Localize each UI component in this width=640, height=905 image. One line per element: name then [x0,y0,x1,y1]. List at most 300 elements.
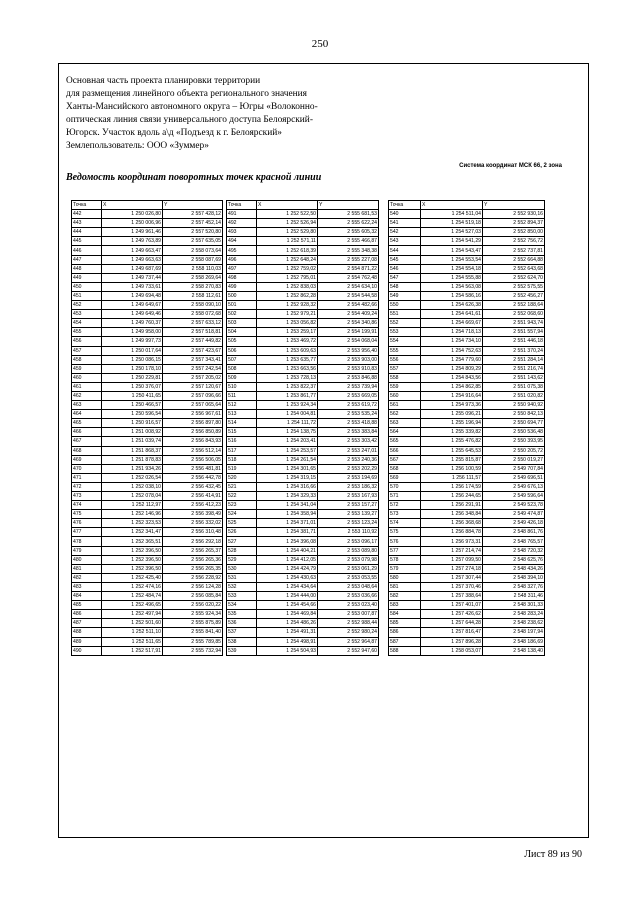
x-cell: 1 253 924,34 [257,401,318,410]
x-cell: 1 255 339,82 [421,428,483,437]
table-row [389,437,545,446]
point-cell: 554 [389,337,421,346]
point-cell: 523 [227,501,257,510]
point-cell: 565 [389,437,421,446]
y-cell: 2 552 930,16 [483,210,545,219]
x-cell: 1 253 259,17 [257,328,318,337]
point-cell: 515 [227,428,257,437]
y-cell: 2 553 048,64 [318,582,379,591]
point-cell: 444 [72,228,102,237]
x-cell: 1 254 319,15 [257,473,318,482]
point-cell: 552 [389,319,421,328]
x-cell: 1 254 843,56 [421,373,483,382]
y-cell: 2 552 068,60 [483,310,545,319]
table-row [389,337,545,346]
y-cell: 2 556 414,91 [163,492,223,501]
x-cell: 1 250 229,81 [102,373,163,382]
coordinate-system-label: Система координат МСК 66, 2 зона [459,163,562,169]
table-row [227,564,379,573]
x-cell: 1 250 916,57 [102,419,163,428]
table-row [72,619,223,628]
x-cell: 1 257 099,50 [421,555,483,564]
table-row [72,310,223,319]
x-cell: 1 254 111,72 [257,419,318,428]
table-row [389,473,545,482]
table-row [72,519,223,528]
y-cell: 2 557 633,12 [163,319,223,328]
table-row [227,237,379,246]
y-cell: 2 553 383,84 [318,428,379,437]
table-row [72,628,223,637]
y-cell: 2 556 124,28 [163,582,223,591]
x-cell: 1 254 553,54 [421,255,483,264]
point-cell: 442 [72,210,102,219]
x-cell: 1 250 006,96 [102,219,163,228]
x-cell: 1 252 648,24 [257,255,318,264]
point-cell: 517 [227,446,257,455]
point-cell: 547 [389,273,421,282]
point-cell: 498 [227,273,257,282]
table-row [227,255,379,264]
y-cell: 2 548 311,46 [483,592,545,601]
point-cell: 563 [389,419,421,428]
point-cell: 493 [227,228,257,237]
table-row [227,510,379,519]
x-cell: 1 252 365,51 [102,537,163,546]
point-cell: 549 [389,291,421,300]
point-cell: 471 [72,473,102,482]
x-cell: 1 252 474,16 [102,582,163,591]
table-row [389,619,545,628]
table-row [227,264,379,273]
table-row [227,419,379,428]
x-cell: 1 256 100,59 [421,464,483,473]
y-cell: 2 548 765,57 [483,537,545,546]
point-cell: 518 [227,455,257,464]
point-cell: 485 [72,601,102,610]
table-row [389,373,545,382]
point-cell: 543 [389,237,421,246]
table-row [389,228,545,237]
x-cell: 1 256 111,57 [421,473,483,482]
y-cell: 2 556 265,36 [163,555,223,564]
y-cell: 2 555 841,40 [163,628,223,637]
x-cell: 1 252 146,96 [102,510,163,519]
table-row [389,219,545,228]
table-row [389,310,545,319]
table-row [389,237,545,246]
point-cell: 514 [227,419,257,428]
table-row [72,301,223,310]
table-row [72,510,223,519]
x-cell: 1 254 541,29 [421,237,483,246]
point-cell: 560 [389,391,421,400]
x-cell: 1 254 261,54 [257,455,318,464]
x-cell: 1 252 759,02 [257,264,318,273]
x-cell: 1 252 795,01 [257,273,318,282]
point-cell: 445 [72,237,102,246]
point-cell: 545 [389,255,421,264]
y-cell: 2 554 871,22 [318,264,379,273]
x-cell: 1 250 376,07 [102,382,163,391]
table-row [72,337,223,346]
y-cell: 2 548 186,69 [483,637,545,646]
table-row [389,291,545,300]
y-cell: 2 556 265,35 [163,564,223,573]
header-line: Ханты-Мансийского автономного округа – Югры «Волоконно- [66,102,318,112]
y-cell: 2 552 664,88 [483,255,545,264]
table-title: Ведомость координат поворотных точек красной линии [66,172,322,183]
y-cell: 2 556 442,78 [163,473,223,482]
x-cell: 1 258 053,07 [421,646,483,655]
y-cell: 2 553 167,93 [318,492,379,501]
table-row [227,428,379,437]
point-cell: 528 [227,546,257,555]
table-row [389,528,545,537]
x-cell: 1 256 348,84 [421,510,483,519]
y-cell: 2 548 283,24 [483,610,545,619]
y-cell: 2 556 292,18 [163,537,223,546]
x-cell: 1 252 529,80 [257,228,318,237]
y-cell: 2 552 456,27 [483,291,545,300]
x-cell: 1 254 554,18 [421,264,483,273]
y-cell: 2 551 370,24 [483,346,545,355]
header-line: Югорск. Участок вдоль а\д «Подъезд к г. Белоярский» [66,128,282,138]
y-cell: 2 549 523,78 [483,501,545,510]
point-cell: 553 [389,328,421,337]
point-cell: 566 [389,446,421,455]
y-cell: 2 552 188,64 [483,301,545,310]
point-cell: 457 [72,346,102,355]
x-cell: 1 252 078,04 [102,492,163,501]
point-cell: 588 [389,646,421,655]
x-cell: 1 254 486,26 [257,619,318,628]
point-cell: 541 [389,219,421,228]
y-cell: 2 553 186,32 [318,482,379,491]
coordinates-table-2 [226,200,379,656]
y-cell: 2 548 238,62 [483,619,545,628]
x-cell: 1 252 396,50 [102,555,163,564]
y-cell: 2 553 110,92 [318,528,379,537]
point-cell: 508 [227,364,257,373]
table-row [72,246,223,255]
column-header-x: X [257,201,318,210]
y-cell: 2 550 019,27 [483,455,545,464]
y-cell: 2 557 449,82 [163,337,223,346]
table-row [389,246,545,255]
x-cell: 1 251 878,83 [102,455,163,464]
point-cell: 540 [389,210,421,219]
header-line: Землепользователь: ООО «Зуммер» [66,141,209,151]
point-cell: 581 [389,582,421,591]
x-cell: 1 253 056,82 [257,319,318,328]
table-row [227,582,379,591]
y-cell: 2 548 720,32 [483,546,545,555]
y-cell: 2 551 216,74 [483,364,545,373]
x-cell: 1 254 555,88 [421,273,483,282]
point-cell: 577 [389,546,421,555]
table-row [227,301,379,310]
x-cell: 1 256 973,31 [421,537,483,546]
point-cell: 569 [389,473,421,482]
y-cell: 2 554 634,10 [318,282,379,291]
point-cell: 522 [227,492,257,501]
point-cell: 506 [227,346,257,355]
point-cell: 499 [227,282,257,291]
table-row [72,646,223,655]
x-cell: 1 253 822,37 [257,382,318,391]
table-row [72,255,223,264]
x-cell: 1 253 609,63 [257,346,318,355]
y-cell: 2 552 643,68 [483,264,545,273]
x-cell: 1 254 669,67 [421,319,483,328]
table-row [227,628,379,637]
table-row [227,437,379,446]
y-cell: 2 557 120,67 [163,382,223,391]
point-cell: 587 [389,637,421,646]
table-row [227,246,379,255]
table-row [227,337,379,346]
column-header-x: X [421,201,483,210]
x-cell: 1 257 426,62 [421,610,483,619]
table-row [72,319,223,328]
x-cell: 1 254 341,04 [257,501,318,510]
table-row [72,355,223,364]
table-row [389,637,545,646]
x-cell: 1 249 997,73 [102,337,163,346]
y-cell: 2 553 139,27 [318,510,379,519]
table-row [227,501,379,510]
table-row [227,555,379,564]
table-row [72,555,223,564]
y-cell: 2 550 205,72 [483,446,545,455]
y-cell: 2 548 197,94 [483,628,545,637]
table-row [227,364,379,373]
table-row [72,401,223,410]
x-cell: 1 252 511,65 [102,637,163,646]
point-cell: 459 [72,364,102,373]
table-row [227,328,379,337]
y-cell: 2 557 452,14 [163,219,223,228]
x-cell: 1 252 396,50 [102,564,163,573]
point-cell: 573 [389,510,421,519]
table-row [227,646,379,655]
x-cell: 1 252 425,40 [102,573,163,582]
y-cell: 2 553 669,05 [318,391,379,400]
table-row [72,382,223,391]
document-header [66,75,386,153]
point-cell: 455 [72,328,102,337]
y-cell: 2 552 964,87 [318,637,379,646]
point-cell: 446 [72,246,102,255]
x-cell: 1 252 112,97 [102,501,163,510]
x-cell: 1 254 253,57 [257,446,318,455]
y-cell: 2 551 075,38 [483,382,545,391]
x-cell: 1 250 017,64 [102,346,163,355]
y-cell: 2 549 707,84 [483,464,545,473]
point-cell: 538 [227,637,257,646]
x-cell: 1 249 649,67 [102,301,163,310]
table-row [227,391,379,400]
coordinates-table-1 [71,200,223,656]
table-row [389,646,545,655]
table-row [72,228,223,237]
y-cell: 2 557 520,80 [163,228,223,237]
point-cell: 555 [389,346,421,355]
point-cell: 480 [72,555,102,564]
point-cell: 561 [389,401,421,410]
y-cell: 2 557 096,66 [163,391,223,400]
x-cell: 1 257 307,44 [421,573,483,582]
point-cell: 483 [72,582,102,591]
point-cell: 497 [227,264,257,273]
x-cell: 1 249 649,46 [102,310,163,319]
x-cell: 1 253 728,13 [257,373,318,382]
table-row [389,364,545,373]
point-cell: 486 [72,610,102,619]
table-row [72,610,223,619]
point-cell: 527 [227,537,257,546]
table-row [389,382,545,391]
y-cell: 2 556 897,80 [163,419,223,428]
x-cell: 1 256 884,78 [421,528,483,537]
y-cell: 2 555 681,53 [318,210,379,219]
point-cell: 546 [389,264,421,273]
table-row [389,555,545,564]
x-cell: 1 254 434,64 [257,582,318,591]
y-cell: 2 556 265,37 [163,546,223,555]
x-cell: 1 257 644,28 [421,619,483,628]
y-cell: 2 558 110,03 [163,264,223,273]
table-row [72,428,223,437]
column-header-y: Y [483,201,545,210]
header-line: оптическая линия связи универсального доступа Белоярский- [66,115,313,125]
y-cell: 2 557 242,54 [163,364,223,373]
x-cell: 1 254 316,66 [257,482,318,491]
y-cell: 2 557 065,64 [163,401,223,410]
point-cell: 482 [72,573,102,582]
point-cell: 575 [389,528,421,537]
point-cell: 531 [227,573,257,582]
point-cell: 564 [389,428,421,437]
point-cell: 500 [227,291,257,300]
point-cell: 532 [227,582,257,591]
y-cell: 2 552 575,55 [483,282,545,291]
point-cell: 443 [72,219,102,228]
table-row [227,210,379,219]
y-cell: 2 553 240,36 [318,455,379,464]
table-row [227,601,379,610]
point-cell: 501 [227,301,257,310]
point-cell: 548 [389,282,421,291]
point-cell: 448 [72,264,102,273]
point-cell: 494 [227,237,257,246]
y-cell: 2 553 535,24 [318,410,379,419]
table-row [389,537,545,546]
table-row [389,501,545,510]
x-cell: 1 249 663,47 [102,246,163,255]
y-cell: 2 548 394,10 [483,573,545,582]
table-row [72,446,223,455]
y-cell: 2 553 061,29 [318,564,379,573]
y-cell: 2 553 089,80 [318,546,379,555]
x-cell: 1 249 961,46 [102,228,163,237]
x-cell: 1 252 838,03 [257,282,318,291]
y-cell: 2 555 622,24 [318,219,379,228]
x-cell: 1 252 517,91 [102,646,163,655]
table-row [72,482,223,491]
table-row [227,619,379,628]
table-row [72,492,223,501]
point-cell: 458 [72,355,102,364]
table-row [389,210,545,219]
y-cell: 2 549 596,64 [483,492,545,501]
x-cell: 1 252 618,39 [257,246,318,255]
table-row [389,410,545,419]
table-row [389,628,545,637]
table-row [389,582,545,591]
point-cell: 529 [227,555,257,564]
point-cell: 475 [72,510,102,519]
x-cell: 1 254 301,65 [257,464,318,473]
y-cell: 2 551 943,74 [483,319,545,328]
point-cell: 586 [389,628,421,637]
x-cell: 1 255 645,53 [421,446,483,455]
y-cell: 2 556 967,61 [163,410,223,419]
x-cell: 1 251 039,74 [102,437,163,446]
x-cell: 1 249 737,44 [102,273,163,282]
column-header-y: Y [163,201,223,210]
point-cell: 562 [389,410,421,419]
table-row [227,519,379,528]
x-cell: 1 252 511,10 [102,628,163,637]
y-cell: 2 551 557,94 [483,328,545,337]
y-cell: 2 557 428,12 [163,210,223,219]
point-cell: 559 [389,382,421,391]
y-cell: 2 553 247,01 [318,446,379,455]
x-cell: 1 252 522,50 [257,210,318,219]
page-number: 250 [311,38,329,50]
x-cell: 1 255 815,87 [421,455,483,464]
table-row [389,282,545,291]
y-cell: 2 556 512,14 [163,446,223,455]
table-row [389,346,545,355]
point-cell: 477 [72,528,102,537]
table-row [389,546,545,555]
point-cell: 567 [389,455,421,464]
point-cell: 456 [72,337,102,346]
point-cell: 474 [72,501,102,510]
point-cell: 558 [389,373,421,382]
y-cell: 2 553 303,42 [318,437,379,446]
table-row [227,373,379,382]
x-cell: 1 249 958,00 [102,328,163,337]
column-header-point: Точка [72,201,102,210]
x-cell: 1 255 476,82 [421,437,483,446]
point-cell: 464 [72,410,102,419]
table-row [227,528,379,537]
point-cell: 576 [389,537,421,546]
x-cell: 1 254 203,41 [257,437,318,446]
point-cell: 533 [227,592,257,601]
table-row [72,528,223,537]
table-row [389,328,545,337]
x-cell: 1 250 178,10 [102,364,163,373]
y-cell: 2 552 737,81 [483,246,545,255]
y-cell: 2 548 327,76 [483,582,545,591]
x-cell: 1 254 543,47 [421,246,483,255]
x-cell: 1 254 504,93 [257,646,318,655]
